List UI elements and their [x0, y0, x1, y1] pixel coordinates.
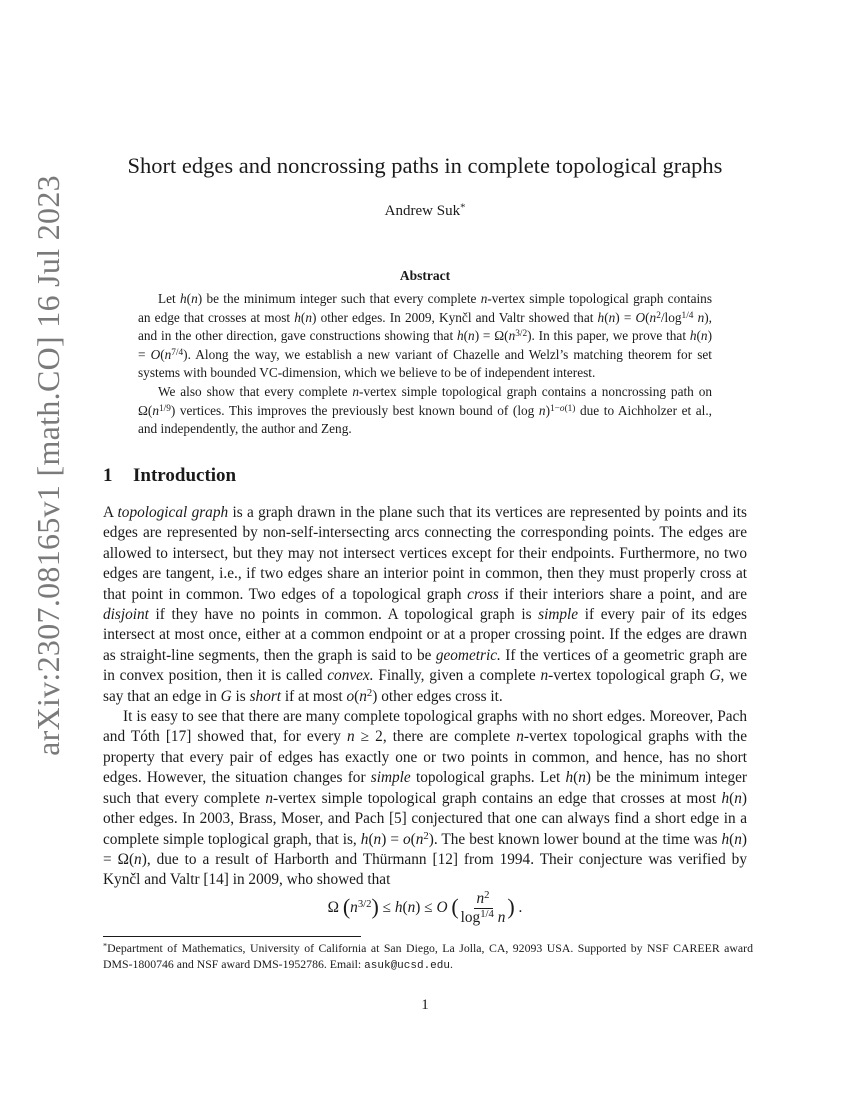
section-title: Introduction	[133, 465, 237, 486]
footnote: *Department of Mathematics, University of California at San Diego, La Jolla, CA, 92093 USA. Supported by NSF CAREER award DMS-1800746 and NSF award DMS-1952786. Email: asuk@ucsd.edu.	[103, 941, 753, 972]
abstract-paragraph-1: Let h(n) be the minimum integer such that every complete n-vertex simple topological graph contains an edge that crosses at most h(n) other edges. In 2009, Kynčl and Valtr showed that $h(n) = O(n^2/\log^{1/4}$ n), and in the other direction, gave constructions showing that $h(n) = \Omega(n^{3/2})$. In this paper, we prove that $h(n) = O(n^{7/4})$. Along the way, we establish a new variant of Chazelle and Welzl’s matching theorem for set systems with bounded VC-dimension, which we believe to be of independent interest.	[138, 291, 713, 381]
footnote-mark: *	[103, 941, 108, 951]
arxiv-identifier: arXiv:2307.08165v1 [math.CO] 16 Jul 2023	[29, 174, 66, 756]
body-paragraph-1: A topological graph is a graph drawn in the plane such that its vertices are represented by points and its edges are represented by non-self-intersecting arcs connecting the corresponding points. The edges are allowed to intersect, but they may not intersect vertices except for their endpoints. Furthermore, no two edges are tangent, i.e., if two edges share an interior point in common, then they must properly cross at that point in common. Two edges of a topological graph cross if their interiors share a point, and are disjoint if they have no points in common. A topological graph is simple if every pair of its edges intersect at most once, either at a common endpoint or at a proper crossing point. If the edges are drawn as straight-line segments, then the graph is said to be geometric. If the vertices of a geometric graph are in convex position, then it is called convex. Finally, given a complete n-vertex topological graph G, we say that an edge in G is short if at most $o(n^2)$ other edges cross it.	[103, 504, 748, 705]
display-equation: Ω $(n^{3/2}) \le h(n) \le O$ ( $\frac{n^2}{\log^{1/4} n}$ ) .	[327, 889, 523, 926]
abstract-body	[138, 290, 712, 439]
section-number: 1	[103, 465, 113, 486]
section-heading	[103, 465, 236, 487]
abstract-heading: Abstract	[399, 268, 451, 283]
footnote-email: asuk@ucsd.edu	[364, 960, 450, 972]
page-number: 1	[421, 997, 429, 1013]
footnote-rule	[103, 936, 361, 937]
body-paragraph-2: It is easy to see that there are many complete topological graphs with no short edges. Moreover, Pach and Tóth [17] showed that, for every n ≥ 2, there are complete n-vertex topological graphs with the property that every pair of edges has exactly one or two points in common, and hence, has no short edges. However, the situation changes for simple topological graphs. Let h(n) be the minimum integer such that every complete n-vertex simple topological graph contains an edge that crosses at most h(n) other edges. In 2003, Brass, Moser, and Pach [5] conjectured that one can always find a short edge in a complete simple toplogical graph, that is, $h(n) = o(n^2)$. The best known lower bound at the time was h(n) = Ω(n), due to a result of Harborth and Thürmann [12] from 1994. Their conjecture was verified by Kynčl and Valtr [14] in 2009, who showed that	[103, 708, 748, 889]
body-text	[103, 503, 747, 891]
author-line	[0, 203, 850, 220]
footnote-text: Department of Mathematics, University of California at San Diego, La Jolla, CA, 92093 USA. Supported by NSF CAREER award DMS-1800746 and NSF award DMS-1952786. Email:	[103, 941, 753, 971]
author-name: Andrew Suk	[384, 203, 461, 219]
paper-title: Short edges and noncrossing paths in complete topological graphs	[127, 153, 723, 178]
author-footnote-mark: *	[460, 202, 466, 214]
abstract-paragraph-2: We also show that every complete n-vertex simple topological graph contains a noncrossing path on $\Omega(n^{1/9})$ vertices. This improves the previously best known bound of (log n)$^{1-o(1)}$ due to Aichholzer et al., and independently, the author and Zeng.	[138, 383, 712, 437]
arxiv-side-stamp	[18, 174, 78, 756]
